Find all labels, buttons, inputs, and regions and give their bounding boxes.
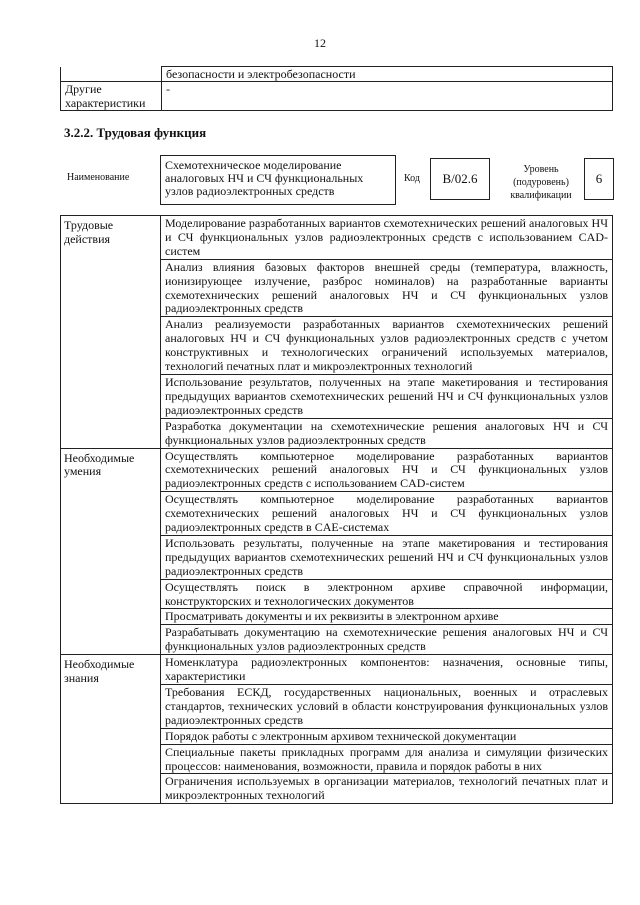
table-cell-label: Другие характеристики <box>61 82 162 111</box>
item-cell: Осуществлять поиск в электронном архиве справочной информации, конструкторских и технологических документов <box>161 579 613 609</box>
section-title: 3.2.2. Трудовая функция <box>64 125 207 140</box>
item-cell: Специальные пакеты прикладных программ для анализа и симуляции физических процессов: наименования, возможности, правила и порядок работы в них <box>161 744 613 774</box>
category-cell: Трудовые действия <box>61 216 161 449</box>
name-label: Наименование <box>67 172 130 183</box>
item-cell: Использовать результаты, полученные на этапе макетирования и тестирования предыдущих вариантов схемотехнических решений НЧ и СЧ функциональных узлов радиоэлектронных средств <box>161 535 613 579</box>
item-cell: Ограничения используемых в организации материалов, технологий печатных плат и микроэлектронных технологий <box>161 774 613 804</box>
item-cell: Разрабатывать документацию на схемотехнические решения аналоговых НЧ и СЧ функциональных узлов радиоэлектронных средств <box>161 625 613 655</box>
item-cell: Анализ влияния базовых факторов внешней среды (температура, влажность, ионизирующее излучение, разброс номиналов) на разработанные варианты схемотехнических решений аналоговых НЧ и СЧ функциональных узлов радиоэлектронных средств <box>161 259 613 317</box>
item-cell: Осуществлять компьютерное моделирование разработанных вариантов схемотехнических решений аналоговых НЧ и СЧ функциональных узлов радиоэлектронных средств в CAE-системах <box>161 492 613 536</box>
table-cell-value: - <box>162 82 613 111</box>
table-row <box>61 448 613 492</box>
previous-table-tail <box>60 66 613 111</box>
item-cell: Использование результатов, полученных на этапе макетирования и тестирования предыдущих вариантов схемотехнических решений НЧ и СЧ функциональных узлов радиоэлектронных средств <box>161 374 613 418</box>
table-cell-value: безопасности и электробезопасности <box>162 67 613 82</box>
code-label: Код <box>404 173 420 184</box>
table-row <box>61 216 613 260</box>
item-cell: Анализ реализуемости разработанных вариантов схемотехнических решений аналоговых НЧ и СЧ функциональных узлов радиоэлектронных средств с учетом конструктивных и технологических ограничений используемых материалов, технологий печатных плат и микроэлектронных технологий <box>161 317 613 375</box>
item-cell: Просматривать документы и их реквизиты в электронном архиве <box>161 609 613 625</box>
table-row <box>61 655 613 685</box>
level-box: 6 <box>584 158 614 200</box>
labor-function-table-body <box>61 216 613 804</box>
item-cell: Требования ЕСКД, государственных национальных, военных и отраслевых стандартов, технических условий в области конструирования функциональных узлов радиоэлектронных средств <box>161 685 613 729</box>
category-cell: Необходимые знания <box>61 655 161 804</box>
code-box: B/02.6 <box>430 158 490 200</box>
table-cell-label <box>61 67 162 82</box>
page-number: 12 <box>314 36 326 50</box>
labor-function-table <box>60 215 613 804</box>
item-cell: Порядок работы с электронным архивом технической документации <box>161 728 613 744</box>
table-row <box>61 67 613 82</box>
table-row <box>61 82 613 111</box>
item-cell: Моделирование разработанных вариантов схемотехнических решений аналоговых НЧ и СЧ функциональных узлов радиоэлектронных средств с использованием CAD-систем <box>161 216 613 260</box>
item-cell: Номенклатура радиоэлектронных компонентов: назначения, основные типы, характеристики <box>161 655 613 685</box>
item-cell: Разработка документации на схемотехнические решения аналоговых НЧ и СЧ функциональных узлов радиоэлектронных средств <box>161 418 613 448</box>
level-label: Уровень (подуровень) квалификации <box>510 164 572 201</box>
item-cell: Осуществлять компьютерное моделирование разработанных вариантов схемотехнических решений аналоговых НЧ и СЧ функциональных узлов радиоэлектронных средств с использованием CAD-систем <box>161 448 613 492</box>
function-name-box: Схемотехническое моделирование аналоговых НЧ и СЧ функциональных узлов радиоэлектронных средств <box>160 155 396 205</box>
category-cell: Необходимые умения <box>61 448 161 655</box>
